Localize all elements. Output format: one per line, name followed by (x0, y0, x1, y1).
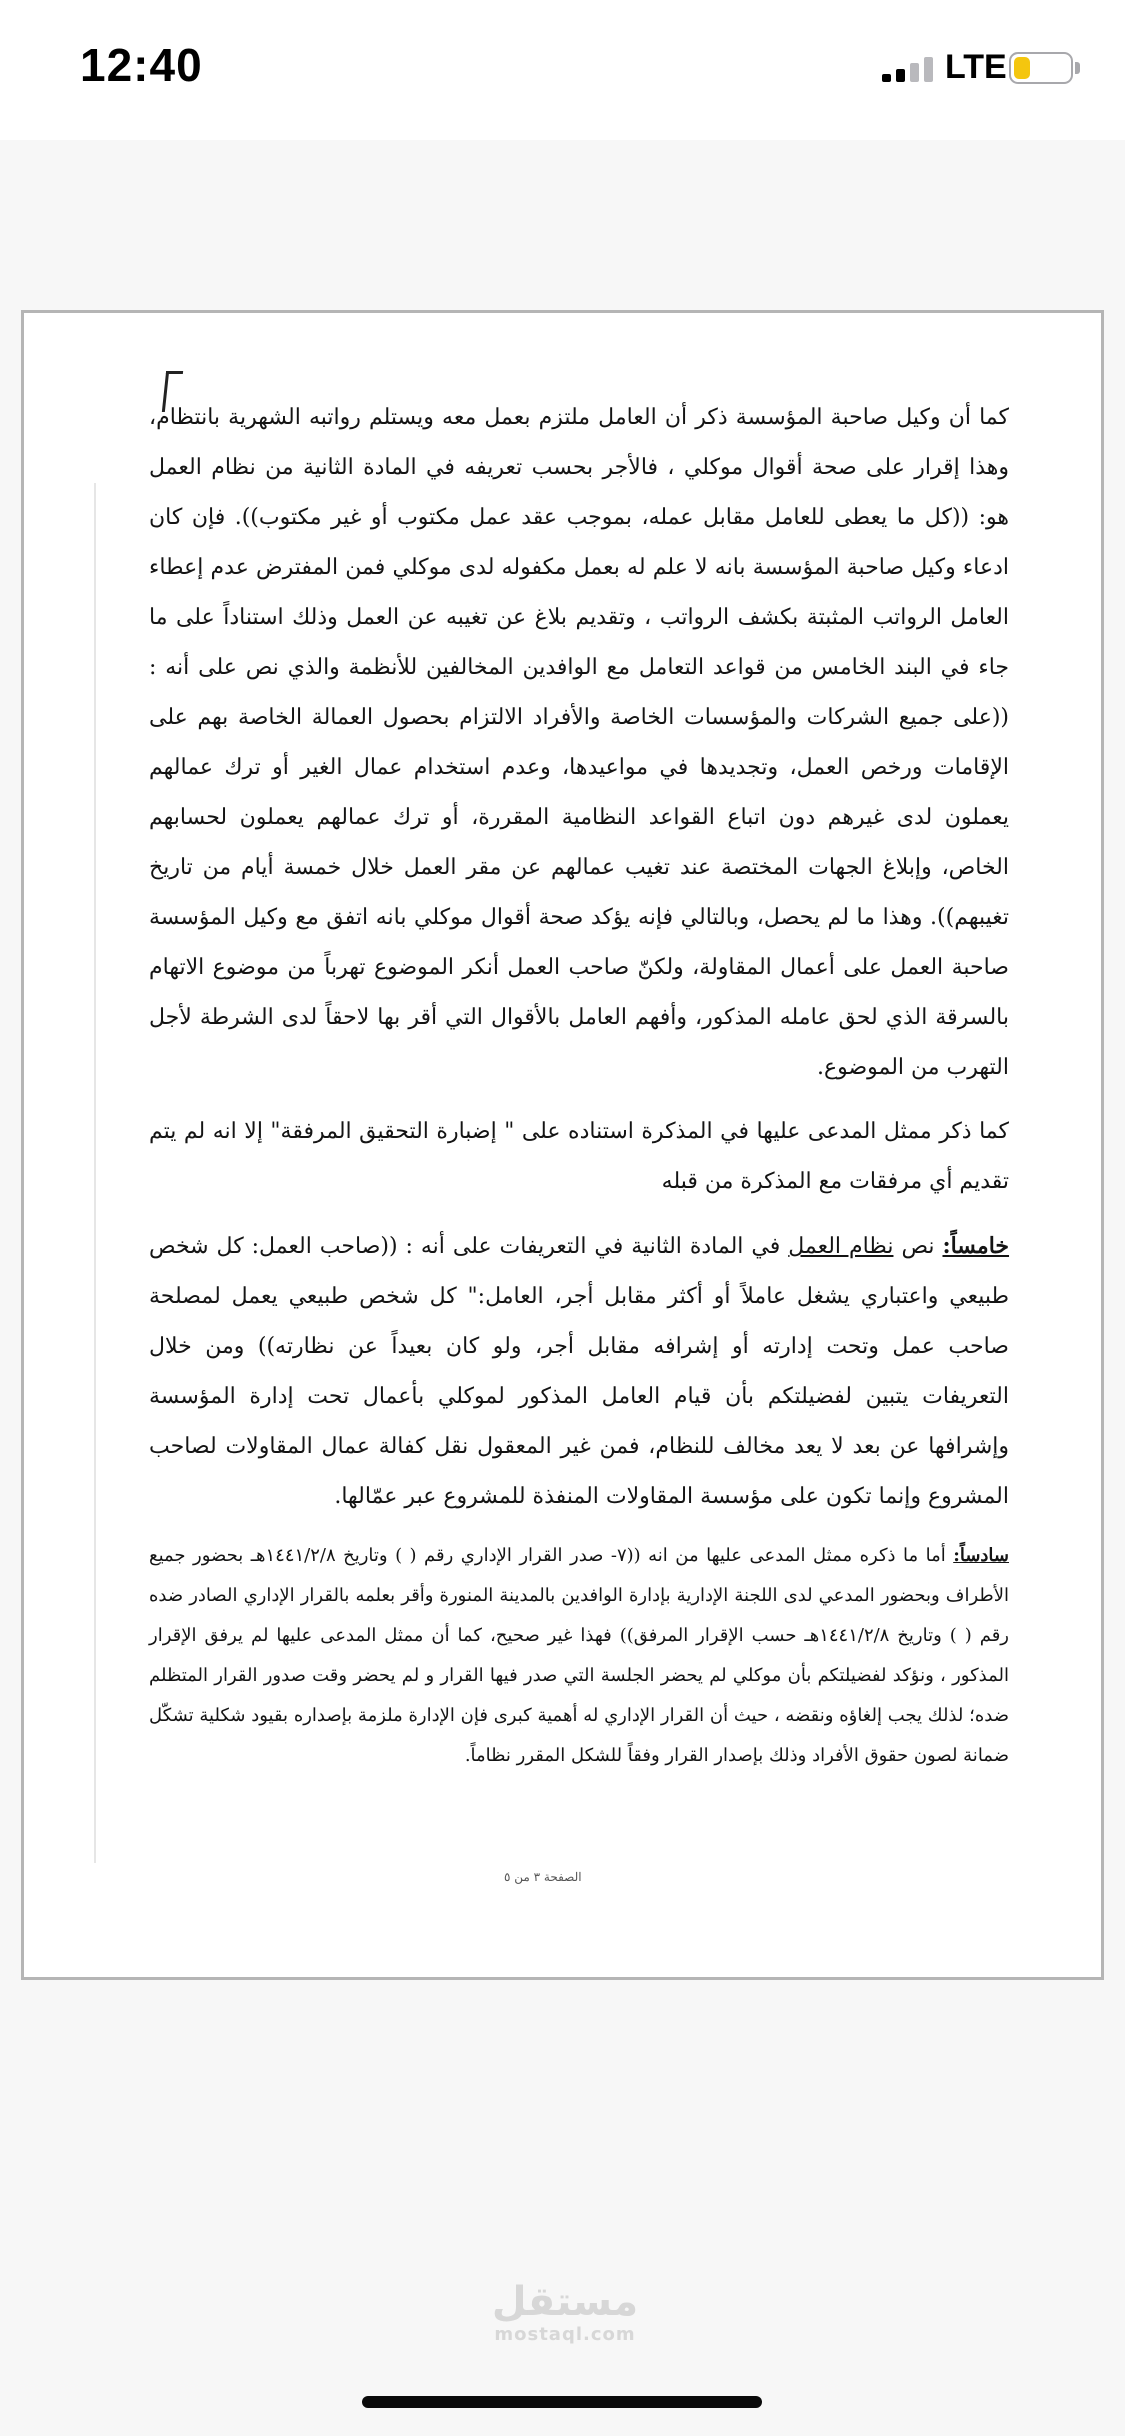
underlined-reference: نظام العمل (788, 1234, 894, 1259)
document-paragraph: كما أن وكيل صاحبة المؤسسة ذكر أن العامل ملتزم بعمل معه ويستلم رواتبه الشهرية بانتظام، وهذا إقرار على صحة أقوال موكلي ، فالأجر بحسب تعريفه في المادة الثانية من نظام العمل هو: ((كل ما يعطى للعامل مقابل عمله، بموجب عقد عمل مكتوب أو غير مكتوب)). فإن كان ادعاء وكيل صاحبة المؤسسة بانه لا علم له بعمل مكفوله لدى موكلي فمن المفترض عدم إعطاء العامل الرواتب المثبتة بكشف الرواتب ، وتقديم بلاغ عن تغيبه عن العمل وذلك استناداً على ما جاء في البند الخامس من قواعد التعامل مع الوافدين المخالفين للأنظمة والذي نص على أنه : ((على جميع الشركات والمؤسسات الخاصة والأفراد الالتزام بحصول العمالة الخاصة بهم على الإقامات ورخص العمل، وتجديدها في مواعيدها، وعدم استخدام عمال الغير أو ترك عمالهم يعملون لدى غيرهم دون اتباع القواعد النظامية المقررة، أو ترك عمالهم يعملون لحسابهم الخاص، وإبلاغ الجهات المختصة عند تغيب عمالهم عن مقر العمل خلال خمسة أيام من تاريخ تغيبهم)). وهذا ما لم يحصل، وبالتالي فإنه يؤكد صحة أقوال موكلي بانه اتفق مع وكيل المؤسسة صاحبة العمل على أعمال المقاولة، ولكنّ صاحب العمل أنكر الموضوع تهرباً من موضوع الاتهام بالسرقة الذي لحق عامله المذكور، وأفهم العامل بالأقوال التي أقر بها لاحقاً لدى الشرطة لأجل التهرب من الموضوع. (149, 405, 1009, 1080)
document-paragraph (149, 1536, 1009, 1776)
watermark-latin: mostaql.com (494, 2324, 636, 2345)
paragraph-text: أما ما ذكره ممثل المدعى عليها من انه ((٧- صدر القرار الإداري رقم ( ) وتاريخ ١٤٤١/٢/٨هـ بحضور جميع الأطراف وبحضور المدعي لدى اللجنة الإدارية بإدارة الوافدين بالمدينة المنورة وأقر بعلمه بالقرار الإداري الصادر ضده رقم ( ) وتاريخ ١٤٤١/٢/٨هـ حسب الإقرار المرفق)) فهذا غير صحيح، كما أن ممثل المدعى عليها لم يرفق الإقرار المذكور ، ونؤكد لفضيلتكم بأن موكلي لم يحضر الجلسة التي صدر فيها القرار و لم يحضر وقت صدور القرار المتظلم ضده؛ لذلك يجب إلغاؤه ونقضه ، حيث أن القرار الإداري له أهمية كبرى فإن الإدارة ملزمة بإصداره بقيود شكلية تشكّل ضمانة لصون حقوق الأفراد وذلك بإصدار القرار وفقاً للشكل المقرر نظاماً. (149, 1545, 1010, 1766)
paragraph-text: نص (901, 1234, 935, 1259)
page-footer: الصفحة ٣ من ٥ (504, 1870, 582, 1884)
network-type-label: LTE (945, 48, 1007, 86)
home-indicator[interactable] (362, 2396, 762, 2408)
document-body (149, 393, 1009, 1776)
paragraph-lead-label: خامساً: (942, 1233, 1010, 1259)
watermark-arabic: مستقل (491, 2279, 639, 2325)
cellular-signal-icon (882, 56, 936, 82)
battery-icon (1009, 52, 1073, 84)
battery-tip (1075, 62, 1080, 74)
document-paragraph (149, 1221, 1009, 1522)
paragraph-text: في المادة الثانية في التعريفات على أنه : ((صاحب العمل: كل شخص طبيعي واعتباري يشغل عاملاً أو أكثر مقابل أجر، العامل:" كل شخص طبيعي يعمل لمصلحة صاحب عمل وتحت إدارته أو إشرافه مقابل أجر، ولو كان بعيداً عن نظارته)) ومن خلال التعريفات يتبين لفضيلتكم بأن قيام العامل المذكور لموكلي بأعمال تحت إدارة المؤسسة وإشرافها عن بعد لا يعد مخالف للنظام، فمن غير المعقول نقل كفالة عمال المقاولات لصاحب المشروع وإنما تكون على مؤسسة المقاولات المنفذة للمشروع عبر عمّالها. (149, 1234, 1009, 1509)
paragraph-lead-label: سادساً: (953, 1545, 1009, 1566)
scan-edge-line (94, 483, 96, 1863)
status-bar (0, 0, 1125, 140)
document-paragraph: كما ذكر ممثل المدعى عليها في المذكرة استناده على " إضبارة التحقيق المرفقة" إلا انه لم يتم تقديم أي مرفقات مع المذكرة من قبله (149, 1119, 1009, 1194)
watermark-logo (480, 2280, 650, 2346)
status-time: 12:40 (80, 39, 203, 91)
battery-level-fill (1014, 57, 1030, 79)
document-page-image[interactable] (21, 310, 1104, 1980)
